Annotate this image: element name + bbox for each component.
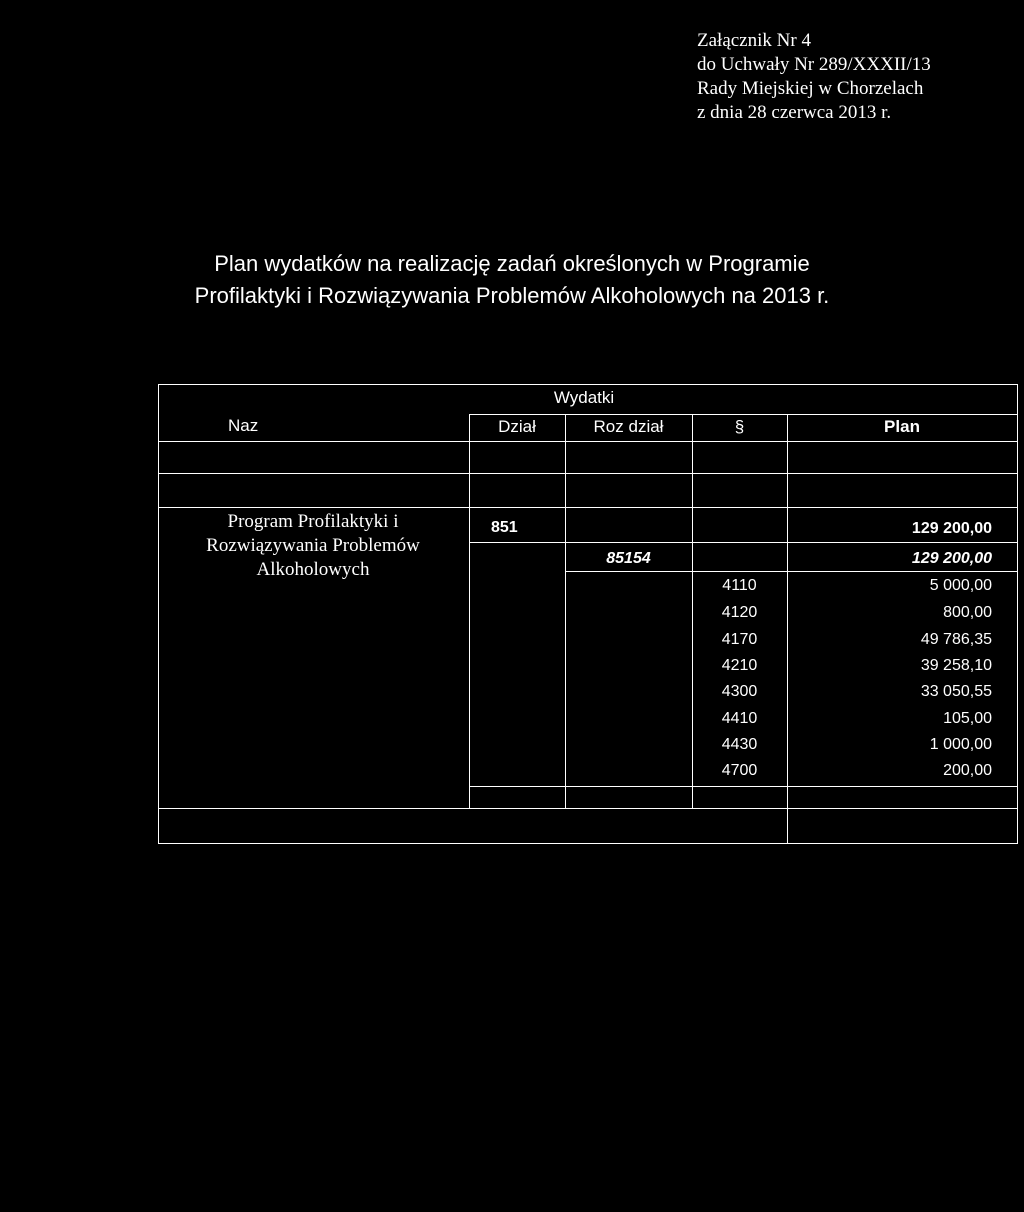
plan-row-7: 1 000,00 [929, 736, 992, 753]
task-name-line-2: Rozwiązywania Problemów [206, 535, 420, 556]
paragraf-row-2: 4120 [721, 604, 758, 621]
table-right-border [1017, 384, 1018, 843]
sum-row-top-border [158, 808, 1018, 809]
table-bottom-border [158, 843, 1018, 844]
table-left-border [158, 384, 159, 843]
annex-line-1: Załącznik Nr 4 [697, 30, 811, 51]
dzial-code: 851 [491, 519, 518, 536]
annex-line-3: Rady Miejskiej w Chorzelach [697, 78, 924, 99]
paragraf-row-1: 4110 [722, 577, 757, 594]
plan-row-6: 105,00 [943, 710, 992, 727]
header-bottom-border [158, 441, 1018, 442]
paragraf-row-5: 4300 [721, 683, 758, 700]
plan-row-1: 5 000,00 [929, 577, 992, 594]
rozdzial-total: 129 200,00 [911, 550, 992, 567]
rozdzial-row-border [565, 571, 1018, 572]
paragraf-row-4: 4210 [721, 657, 758, 674]
rozdzial-code: 85154 [606, 550, 651, 567]
header-name: Naz [228, 416, 259, 435]
header-plan: Plan [884, 417, 920, 436]
annex-line-2: do Uchwały Nr 289/XXXII/13 [697, 54, 931, 75]
table-top-border [158, 384, 1018, 385]
body-top-border [158, 507, 1018, 508]
body-bottom-border [469, 786, 1018, 787]
plan-row-5: 33 050,55 [920, 683, 992, 700]
task-name [158, 510, 468, 582]
paragraf-row-7: 4430 [721, 736, 758, 753]
paragraf-row-3: 4170 [721, 631, 758, 648]
header-dzial: Dział [498, 417, 536, 436]
paragraf-row-6: 4410 [721, 710, 758, 727]
dzial-total: 129 200,00 [911, 520, 992, 537]
task-name-line-1: Program Profilaktyki i [227, 511, 399, 532]
paragraf-row-8: 4700 [721, 762, 758, 779]
plan-row-8: 200,00 [943, 762, 992, 779]
group-header-wydatki: Wydatki [553, 388, 615, 407]
plan-row-3: 49 786,35 [920, 631, 992, 648]
dzial-col-border [469, 414, 470, 808]
header-divider [469, 414, 1018, 415]
header-paragraf: § [734, 417, 745, 436]
dzial-row-border [469, 542, 1018, 543]
annex-line-4: z dnia 28 czerwca 2013 r. [697, 102, 892, 123]
title-line-1: Plan wydatków na realizację zadań określonych w Programie [214, 251, 810, 276]
title-line-2: Profilaktyki i Rozwiązywania Problemów Alkoholowych na 2013 r. [194, 283, 830, 308]
spacer-row-border [158, 473, 1018, 474]
header-rozdzial: Roz dział [593, 417, 664, 436]
plan-row-2: 800,00 [943, 604, 992, 621]
task-name-line-3: Alkoholowych [256, 559, 370, 580]
plan-row-4: 39 258,10 [920, 657, 992, 674]
plan-col-border [787, 414, 788, 843]
rozdzial-col-border [565, 414, 566, 808]
